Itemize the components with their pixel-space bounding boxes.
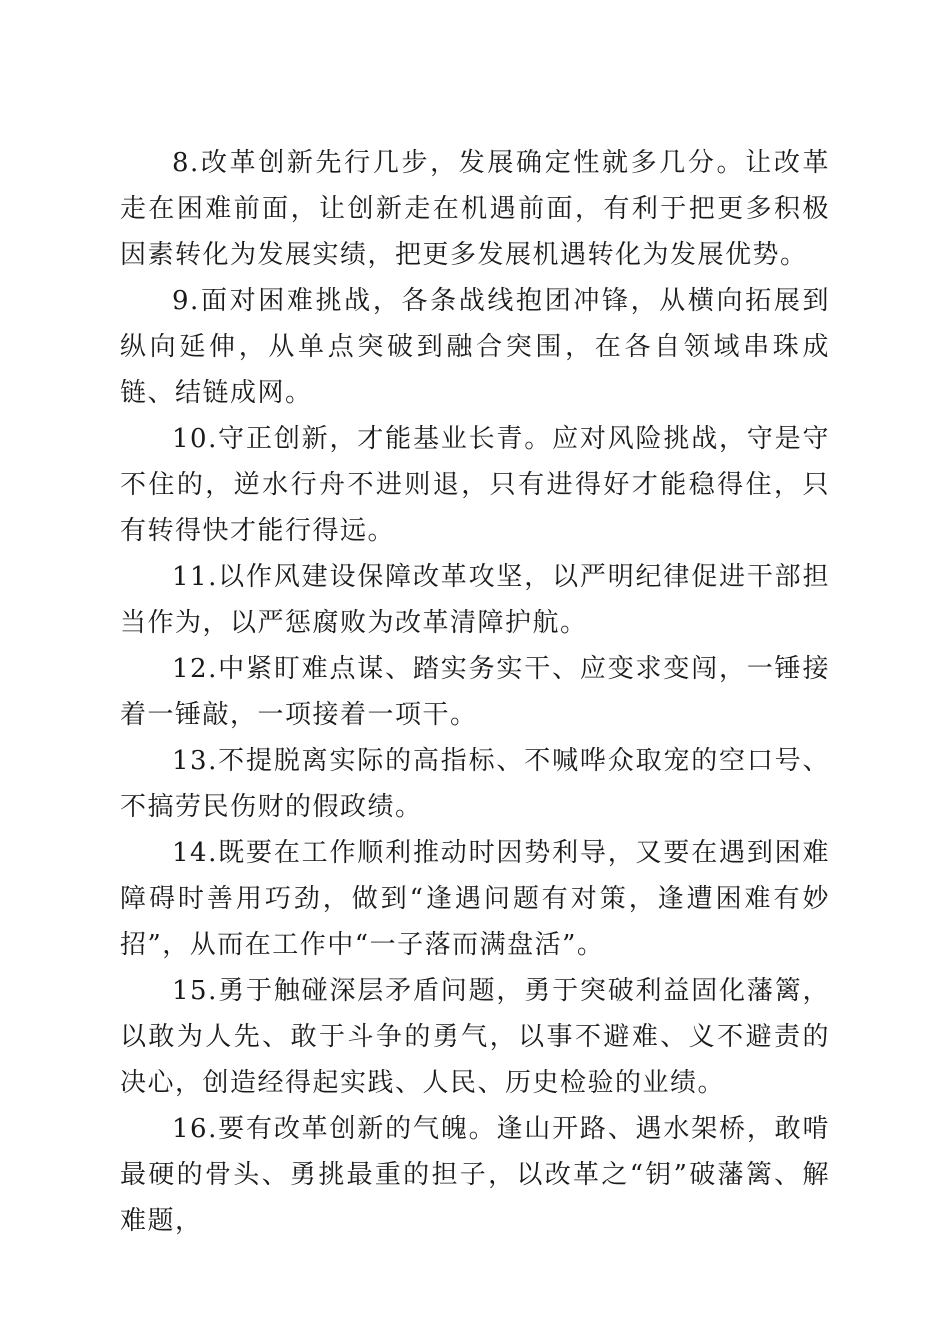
paragraph-16: 16.要有改革创新的气魄。逢山开路、遇水架桥，敢啃最硬的骨头、勇挑最重的担子，以改革之“钥”破藩篱、解难题， — [120, 1114, 830, 1236]
paragraph-12: 12.中紧盯难点谋、踏实务实干、应变求变闯，一锤接着一锤敲，一项接着一项干。 — [120, 654, 830, 730]
paragraph-11: 11.以作风建设保障改革攻坚，以严明纪律促进干部担当作为，以严惩腐败为改革清障护航。 — [120, 562, 830, 638]
paragraph-8: 8.改革创新先行几步，发展确定性就多几分。让改革走在困难前面，让创新走在机遇前面，有利于把更多积极因素转化为发展实绩，把更多发展机遇转化为发展优势。 — [120, 148, 830, 270]
paragraph-15: 15.勇于触碰深层矛盾问题，勇于突破利益固化藩篱，以敢为人先、敢于斗争的勇气，以事不避难、义不避责的决心，创造经得起实践、人民、历史检验的业绩。 — [120, 976, 830, 1098]
paragraph-10: 10.守正创新，才能基业长青。应对风险挑战，守是守不住的，逆水行舟不进则退，只有进得好才能稳得住，只有转得快才能行得远。 — [120, 424, 830, 546]
paragraph-14: 14.既要在工作顺利推动时因势利导，又要在遇到困难障碍时善用巧劲，做到“逢遇问题有对策，逢遭困难有妙招”，从而在工作中“一子落而满盘活”。 — [120, 838, 830, 960]
paragraph-13: 13.不提脱离实际的高指标、不喊哗众取宠的空口号、不搞劳民伤财的假政绩。 — [120, 746, 830, 822]
paragraph-9: 9.面对困难挑战，各条战线抱团冲锋，从横向拓展到纵向延伸，从单点突破到融合突围，在各自领域串珠成链、结链成网。 — [120, 286, 830, 408]
document-body — [120, 140, 830, 1244]
